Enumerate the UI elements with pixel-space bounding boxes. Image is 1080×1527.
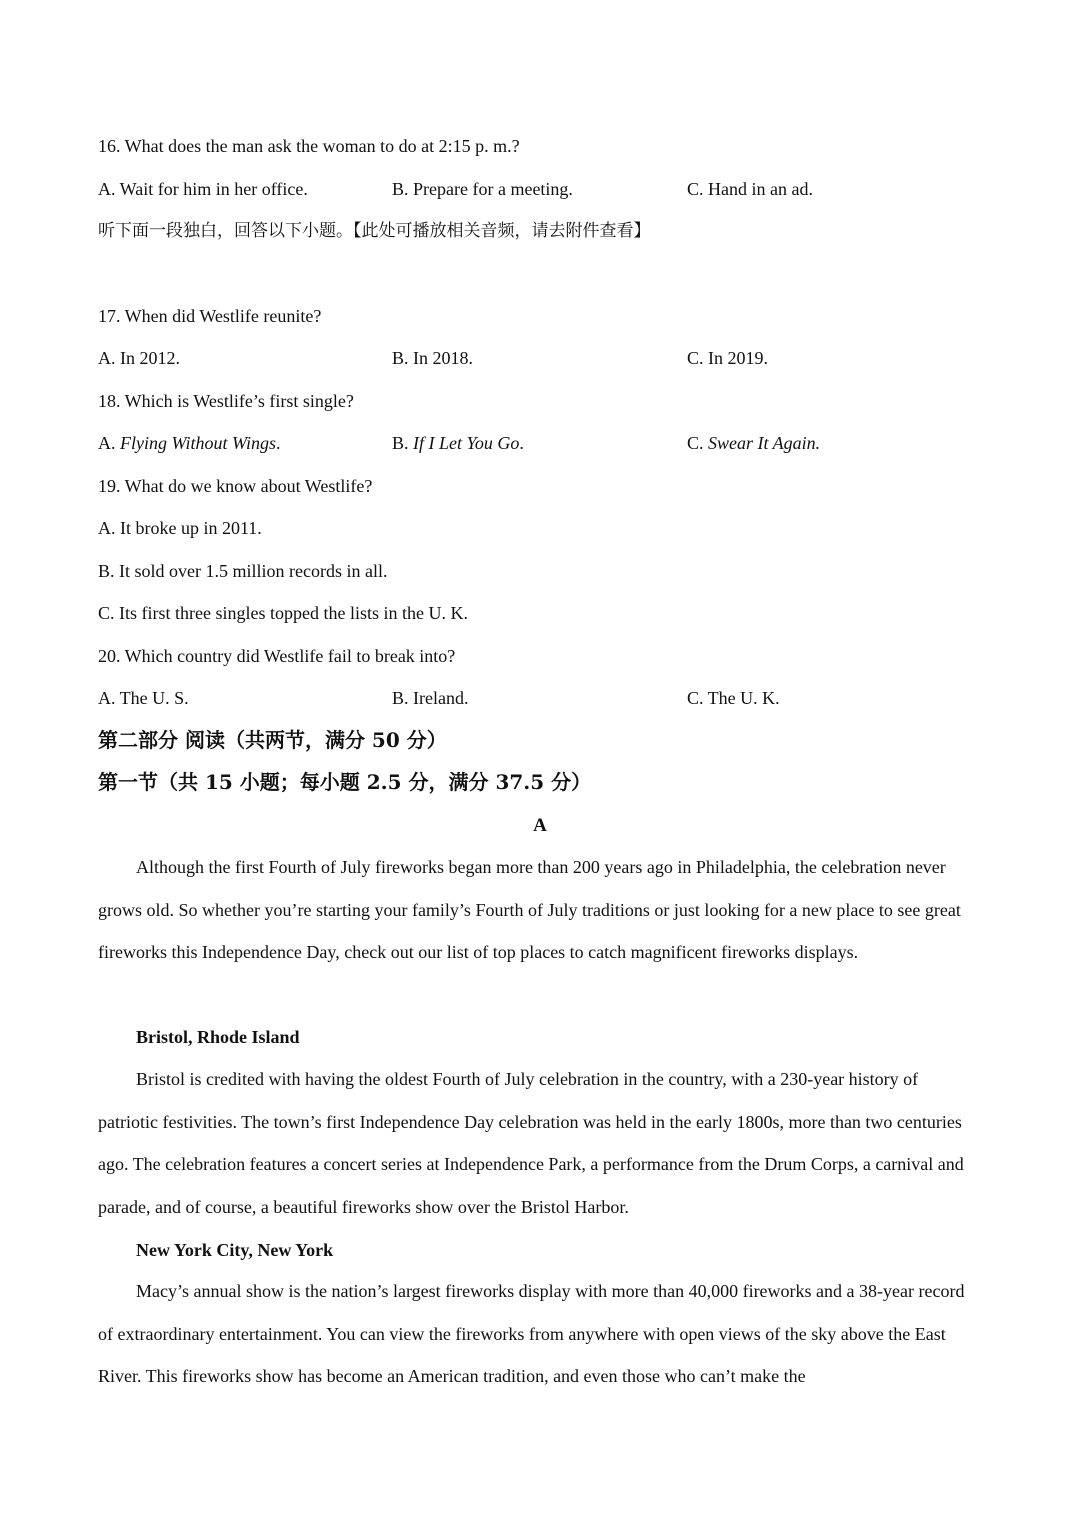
passage-label: A bbox=[533, 815, 547, 836]
bristol-heading: Bristol, Rhode Island bbox=[136, 1027, 300, 1047]
question-19-option-c: C. Its first three singles topped the lists in the U. K. bbox=[98, 603, 468, 623]
question-17-stem: 17. When did Westlife reunite? bbox=[98, 306, 322, 326]
question-17-option-a: A. In 2012. bbox=[98, 348, 180, 368]
question-16-option-c: C. Hand in an ad. bbox=[687, 179, 813, 199]
question-19-option-a: A. It broke up in 2011. bbox=[98, 518, 262, 538]
question-19-option-b: B. It sold over 1.5 million records in all. bbox=[98, 561, 388, 581]
question-17-option-c: C. In 2019. bbox=[687, 348, 768, 368]
option-a-period: . bbox=[276, 433, 281, 453]
question-19-stem: 19. What do we know about Westlife? bbox=[98, 476, 373, 496]
option-c-prefix: C. bbox=[687, 433, 709, 453]
question-18-option-c bbox=[687, 431, 820, 455]
passage-intro-paragraph: Although the first Fourth of July fireworks began more than 200 years ago in Philadelphia, the celebration never grows old. So whether you’re starting your family’s Fourth of July traditions or just looking for a new place to see great fireworks this Independence Day, check out our list of top places to catch magnificent fireworks displays. bbox=[98, 857, 961, 962]
option-b-title: If I Let You Go bbox=[413, 433, 520, 453]
option-a-title: Flying Without Wings bbox=[120, 433, 276, 453]
option-b-prefix: B. bbox=[392, 433, 414, 453]
nyc-paragraph: Macy’s annual show is the nation’s largest fireworks display with more than 40,000 fireworks and a 38-year record of extraordinary entertainment. You can view the fireworks from anywhere with open views of the sky above the East River. This fireworks show has become an American tradition, and even those who can’t make the bbox=[98, 1281, 965, 1386]
question-18-stem: 18. Which is Westlife’s first single? bbox=[98, 391, 354, 411]
option-b-period: . bbox=[519, 433, 524, 453]
question-18-option-a bbox=[98, 431, 281, 455]
listening-instruction: 听下面一段独白，回答以下小题。【此处可播放相关音频，请去附件查看】 bbox=[98, 221, 651, 241]
question-17-option-b: B. In 2018. bbox=[392, 348, 473, 368]
question-18-option-b bbox=[392, 431, 524, 455]
section-one-heading: 第一节（共 15 小题；每小题 2.5 分，满分 37.5 分） bbox=[98, 770, 592, 794]
question-20-option-c: C. The U. K. bbox=[687, 688, 780, 708]
question-16-option-b: B. Prepare for a meeting. bbox=[392, 179, 573, 199]
option-c-title: Swear It Again. bbox=[708, 433, 821, 453]
question-20-option-b: B. Ireland. bbox=[392, 688, 469, 708]
option-a-prefix: A. bbox=[98, 433, 120, 453]
question-16-stem: 16. What does the man ask the woman to do at 2:15 p. m.? bbox=[98, 136, 520, 156]
part-two-heading: 第二部分 阅读（共两节，满分 50 分） bbox=[98, 728, 447, 752]
question-20-stem: 20. Which country did Westlife fail to break into? bbox=[98, 646, 456, 666]
question-16-option-a: A. Wait for him in her office. bbox=[98, 179, 308, 199]
bristol-paragraph: Bristol is credited with having the oldest Fourth of July celebration in the country, with a 230-year history of patriotic festivities. The town’s first Independence Day celebration was held in the early 1800s, more than two centuries ago. The celebration features a concert series at Independence Park, a performance from the Drum Corps, a carnival and parade, and of course, a beautiful fireworks show over the Bristol Harbor. bbox=[98, 1069, 964, 1217]
nyc-heading: New York City, New York bbox=[136, 1240, 334, 1260]
question-20-option-a: A. The U. S. bbox=[98, 688, 189, 708]
